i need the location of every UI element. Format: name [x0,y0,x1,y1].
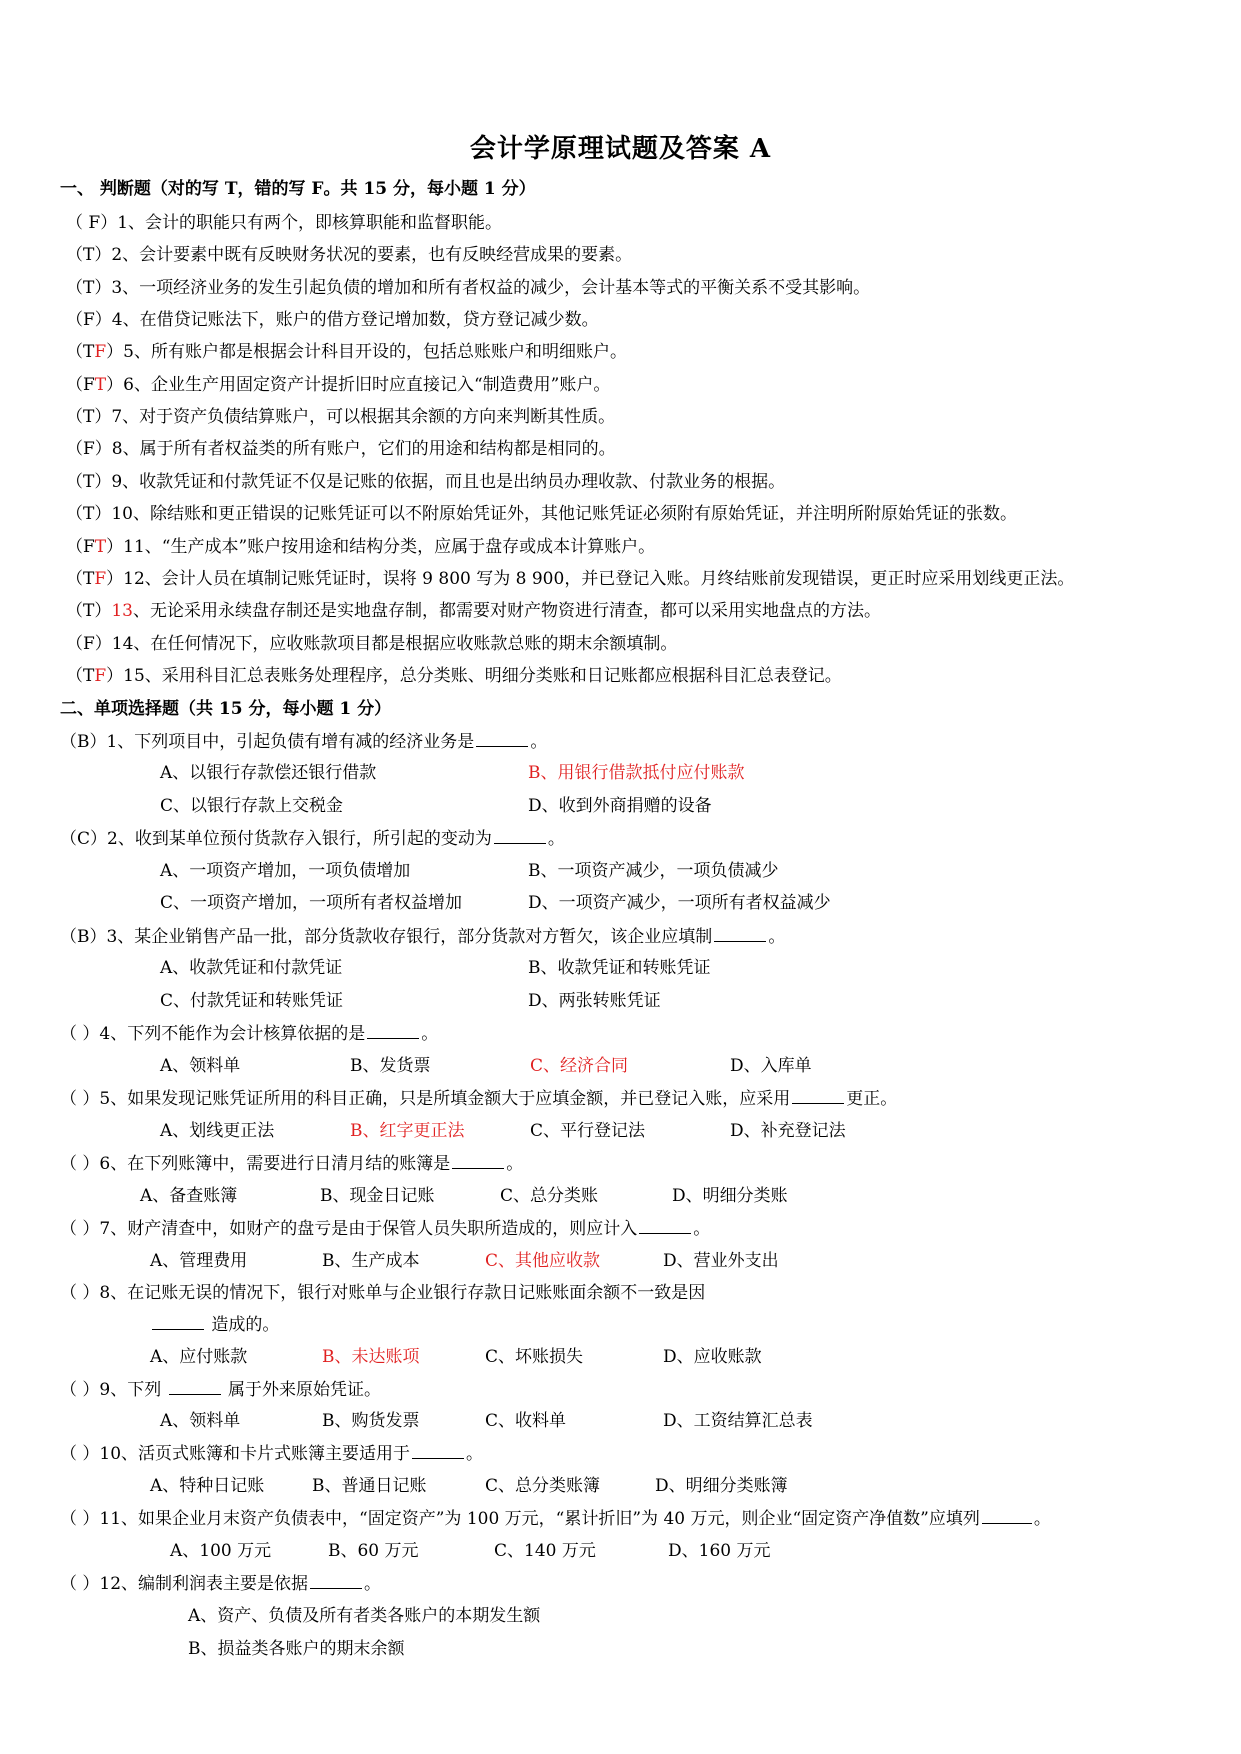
q1-option-d: D、收到外商捐赠的设备 [528,796,712,816]
answer-blank [452,1152,504,1169]
q7-option-a: A、管理费用 [150,1251,248,1271]
q8-option-a: A、应付账款 [150,1347,248,1367]
question-1-stem: （B）1、下列项目中，引起负债有增有减的经济业务是 。 [60,732,548,752]
answer-mark: （T） [66,407,112,427]
question-text: 10、除结账和更正错误的记账凭证可以不附原始凭证外，其他记账凭证必须附有原始凭证，并注明所附原始凭证的张数。 [111,504,1017,524]
question-text: 14、在任何情况下，应收账款项目都是根据应收账款总账的期末余额填制。 [111,634,678,654]
answer-mark: T [94,375,107,395]
q5-option-d: D、补充登记法 [730,1121,846,1141]
answer-blank [310,1572,362,1589]
answer-mark: （T [66,342,95,362]
q3-option-a: A、收款凭证和付款凭证 [160,958,343,978]
question-text: 3、一项经济业务的发生引起负债的增加和所有者权益的减少，会计基本等式的平衡关系不受其影响。 [111,278,871,298]
q5-option-c: C、平行登记法 [530,1121,646,1141]
question-2-stem: （C）2、收到某单位预付货款存入银行，所引起的变动为 。 [60,829,565,849]
judgement-question [66,600,881,622]
answer-blank [982,1507,1032,1524]
question-text: 9、收款凭证和付款凭证不仅是记账的依据，而且也是出纳员办理收款、付款业务的根据。 [111,472,786,492]
q3-option-c: C、付款凭证和转账凭证 [160,991,344,1011]
answer-mark: （T） [66,601,112,621]
judgement-question [66,503,1017,525]
question-text: 7、对于资产负债结算账户，可以根据其余额的方向来判断其性质。 [111,407,616,427]
judgement-question [66,665,842,687]
answer-blank [412,1442,464,1459]
q2-option-c: C、一项资产增加，一项所有者权益增加 [160,893,463,913]
judgement-question [66,244,632,266]
answer-mark: F [94,666,107,686]
q10-option-a: A、特种日记账 [150,1476,265,1496]
q3-option-b: B、收款凭证和转账凭证 [528,958,711,978]
judgement-question [66,341,627,363]
q11-option-c: C、140 万元 [494,1541,596,1561]
answer-mark: （ F） [66,213,118,233]
q2-option-b: B、一项资产减少，一项负债减少 [528,861,779,881]
answer-mark: T [94,537,107,557]
question-9-stem: （ ）9、下列 属于外来原始凭证。 [60,1380,382,1400]
q12-option-a: A、资产、负债及所有者类各账户的本期发生额 [188,1606,541,1626]
answer-mark: （F [66,375,95,395]
answer-blank [152,1313,204,1330]
q7-option-d: D、营业外支出 [663,1251,779,1271]
question-8-stem: （ ）8、在记账无误的情况下，银行对账单与企业银行存款日记账账面余额不一致是因 [60,1283,706,1303]
answer-blank [639,1217,691,1234]
answer-blank [494,827,546,844]
q1-option-c: C、以银行存款上交税金 [160,796,344,816]
answer-mark: （T） [66,472,112,492]
q10-option-c: C、总分类账簿 [485,1476,601,1496]
judgement-question [66,536,655,558]
q6-option-a: A、备查账簿 [140,1186,238,1206]
answer-blank [792,1087,844,1104]
question-text: ）5、所有账户都是根据会计科目开设的，包括总账账户和明细账户。 [106,342,627,362]
q9-option-d: D、工资结算汇总表 [663,1411,813,1431]
question-3-stem: （B）3、某企业销售产品一批，部分货款收存银行，部分货款对方暂欠，该企业应填制 。 [60,927,786,947]
judgement-question [66,471,785,493]
answer-mark: （T） [66,278,112,298]
q2-option-d: D、一项资产减少，一项所有者权益减少 [528,893,831,913]
answer-blank [169,1378,221,1395]
answer-mark: F [94,569,107,589]
question-4-stem: （ ）4、下列不能作为会计核算依据的是 。 [60,1024,439,1044]
q9-option-a: A、领料单 [160,1411,241,1431]
q8-option-c: C、坏账损失 [485,1347,584,1367]
answer-mark: F [94,342,107,362]
judgement-question [66,212,502,234]
answer-mark: （F） [66,310,112,330]
q1-option-b: B、用银行借款抵付应付账款 [528,763,745,783]
question-text: ）12、会计人员在填制记账凭证时，误将 9 800 写为 8 900，并已登记入账。月终结账前发现错误，更正时应采用划线更正法。 [106,569,1075,589]
question-8-stem-continued: 造成的。 [150,1313,279,1336]
answer-mark: （T） [66,245,112,265]
question-10-stem: （ ）10、活页式账簿和卡片式账簿主要适用于 。 [60,1444,484,1464]
question-text: 1、会计的职能只有两个，即核算职能和监督职能。 [117,213,503,233]
answer-mark: （T [66,666,95,686]
q4-option-b: B、发货票 [350,1056,431,1076]
section-2-heading: 二、单项选择题（共 15 分，每小题 1 分） [60,699,392,719]
answer-blank [476,730,528,747]
q3-option-d: D、两张转账凭证 [528,991,661,1011]
question-6-stem: （ ）6、在下列账簿中，需要进行日清月结的账簿是 。 [60,1154,524,1174]
judgement-question [66,309,599,331]
answer-blank [367,1022,419,1039]
q10-option-b: B、普通日记账 [312,1476,427,1496]
question-text: 、无论采用永续盘存制还是实地盘存制，都需要对财产物资进行清查，都可以采用实地盘点的方法。 [132,601,881,621]
answer-mark: （F） [66,634,112,654]
q1-option-a: A、以银行存款偿还银行借款 [160,763,377,783]
q12-option-b: B、损益类各账户的期末余额 [188,1639,405,1659]
answer-mark: （T） [66,504,112,524]
question-7-stem: （ ）7、财产清查中，如财产的盘亏是由于保管人员失职所造成的，则应计入 。 [60,1219,711,1239]
q4-option-c: C、经济合同 [530,1056,629,1076]
judgement-question [66,374,610,396]
q6-option-b: B、现金日记账 [320,1186,435,1206]
question-11-stem: （ ）11、如果企业月末资产负债表中，“固定资产”为 100 万元，“累计折旧”为 40 万元，则企业“固定资产净值数”应填列 。 [60,1509,1051,1529]
q5-option-a: A、划线更正法 [160,1121,275,1141]
question-text: 4、在借贷记账法下，账户的借方登记增加数，贷方登记减少数。 [111,310,599,330]
q2-option-a: A、一项资产增加，一项负债增加 [160,861,411,881]
q4-option-d: D、入库单 [730,1056,812,1076]
q11-option-b: B、60 万元 [328,1541,419,1561]
question-text: ）6、企业生产用固定资产计提折旧时应直接记入“制造费用”账户。 [106,375,611,395]
q11-option-a: A、100 万元 [170,1541,272,1561]
q6-option-c: C、总分类账 [500,1186,599,1206]
question-12-stem: （ ）12、编制利润表主要是依据 。 [60,1574,382,1594]
q4-option-a: A、领料单 [160,1056,241,1076]
judgement-question [66,568,1074,590]
question-text: ）15、采用科目汇总表账务处理程序，总分类账、明细分类账和日记账都应根据科目汇总表登记。 [106,666,842,686]
judgement-question [66,406,615,428]
q9-option-c: C、收料单 [485,1411,567,1431]
question-text: ）11、“生产成本”账户按用途和结构分类，应属于盘存或成本计算账户。 [106,537,656,557]
judgement-question [66,633,677,655]
answer-mark: （T [66,569,95,589]
answer-mark: （F [66,537,95,557]
q8-option-d: D、应收账款 [663,1347,762,1367]
q8-option-b: B、未达账项 [322,1347,420,1367]
q6-option-d: D、明细分类账 [672,1186,788,1206]
judgement-question [66,277,870,299]
answer-mark: （F） [66,439,112,459]
question-5-stem: （ ）5、如果发现记账凭证所用的科目正确，只是所填金额大于应填金额，并已登记入账，应采用 更正。 [60,1089,898,1109]
q7-option-c: C、其他应收款 [485,1251,601,1271]
document-title: 会计学原理试题及答案 A [469,134,772,164]
question-text: 2、会计要素中既有反映财务状况的要素，也有反映经营成果的要素。 [111,245,633,265]
question-text: 8、属于所有者权益类的所有账户，它们的用途和结构都是相同的。 [111,439,616,459]
answer-blank [714,925,766,942]
q5-option-b: B、红字更正法 [350,1121,465,1141]
q9-option-b: B、购货发票 [322,1411,420,1431]
section-1-heading: 一、 判断题（对的写 T，错的写 F。共 15 分，每小题 1 分） [60,179,536,199]
q7-option-b: B、生产成本 [322,1251,420,1271]
judgement-question [66,438,616,460]
q11-option-d: D、160 万元 [668,1541,771,1561]
q10-option-d: D、明细分类账簿 [655,1476,788,1496]
answer-mark: 13 [111,601,133,621]
